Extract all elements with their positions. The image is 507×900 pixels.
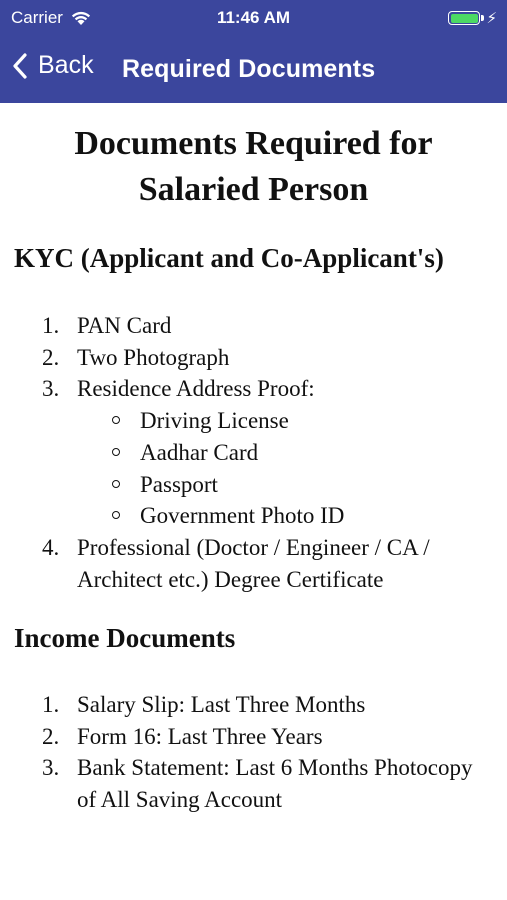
page-title-line1: Documents Required for — [74, 125, 433, 162]
item-text: Two Photograph — [77, 344, 230, 370]
list-item — [0, 532, 507, 595]
address-proof-sublist — [0, 405, 507, 532]
carrier-label: Carrier — [11, 8, 63, 27]
top-bar — [0, 0, 507, 103]
item-text: Form 16: Last Three Years — [77, 723, 323, 749]
battery-indicator — [448, 9, 497, 27]
navigation-bar — [0, 45, 507, 95]
bullet-icon — [112, 416, 120, 424]
charging-icon: ⚡︎ — [486, 10, 497, 27]
back-button[interactable] — [12, 51, 94, 80]
item-number: 2. — [42, 723, 60, 749]
item-text: Bank Statement: Last 6 Months Photocopy of All Saving Account — [77, 755, 473, 813]
item-number: 3. — [42, 376, 60, 402]
item-number: 1. — [42, 313, 60, 338]
status-bar — [0, 0, 507, 36]
sublist-item — [0, 500, 507, 532]
sublist-item — [0, 405, 507, 437]
sublist-text: Government Photo ID — [140, 503, 345, 529]
sublist-text: Aadhar Card — [140, 439, 259, 465]
sublist-item — [0, 437, 507, 469]
back-label: Back — [38, 51, 94, 79]
bullet-icon — [112, 448, 120, 456]
item-text: Professional (Doctor / Engineer / CA / Architect etc.) Degree Certificate — [77, 534, 430, 592]
list-item — [0, 342, 507, 374]
battery-level — [451, 14, 478, 23]
income-heading: Income Documents — [14, 623, 236, 653]
item-number: 2. — [42, 344, 60, 370]
page-title-line2: Salaried Person — [138, 171, 369, 208]
battery-icon — [448, 11, 480, 25]
income-list — [0, 689, 507, 816]
item-number: 4. — [42, 534, 60, 560]
sublist-item — [0, 469, 507, 501]
list-item — [0, 752, 507, 815]
item-text: Residence Address Proof: — [77, 376, 315, 402]
kyc-list — [0, 310, 507, 595]
item-text: PAN Card — [77, 313, 172, 338]
item-text: Salary Slip: Last Three Months — [77, 692, 366, 717]
item-number: 1. — [42, 692, 60, 717]
nav-title: Required Documents — [122, 55, 376, 83]
bullet-icon — [112, 480, 120, 488]
item-number: 3. — [42, 755, 60, 781]
kyc-heading: KYC (Applicant and Co-Applicant's) — [14, 243, 444, 273]
page-title — [0, 121, 507, 213]
list-item — [0, 373, 507, 532]
bullet-icon — [112, 511, 120, 519]
clock: 11:46 AM — [216, 8, 291, 27]
list-item — [0, 721, 507, 753]
list-item — [0, 310, 507, 342]
list-item — [0, 689, 507, 721]
chevron-left-icon — [12, 53, 28, 79]
sublist-text: Passport — [140, 471, 218, 497]
sublist-text: Driving License — [140, 408, 289, 434]
